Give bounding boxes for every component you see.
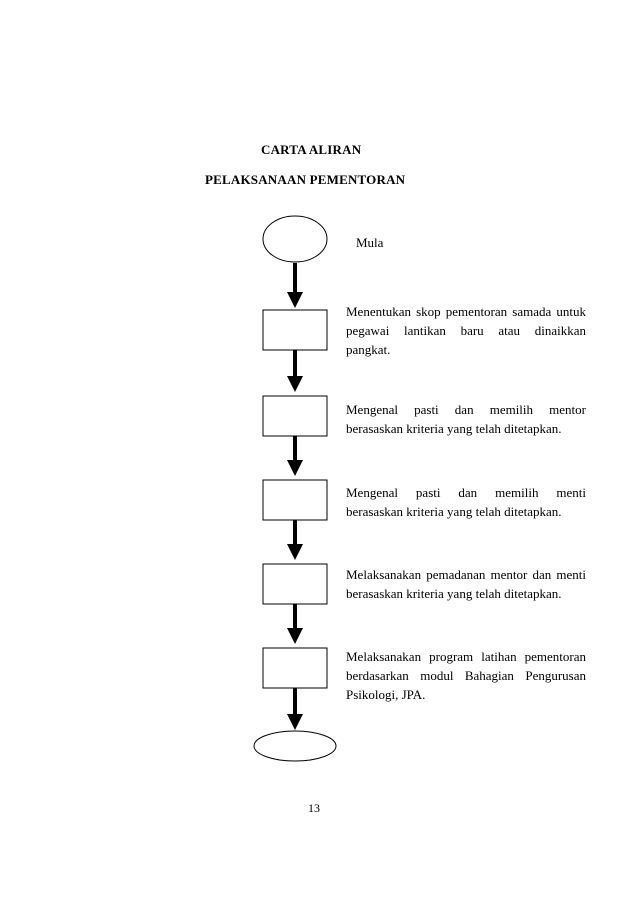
process-box [263, 648, 327, 688]
start-terminator [263, 216, 327, 262]
step-5-description: Melaksanakan program latihan pementoran berdasarkan modul Bahagian Pengurusan Psikologi, JPA. [346, 649, 586, 702]
process-box [263, 310, 327, 350]
chart-title: CARTA ALIRAN [261, 142, 362, 157]
end-terminator [254, 731, 336, 761]
step-1-description: Menentukan skop pementoran samada untuk pegawai lantikan baru atau dinaikkan pangkat. [346, 304, 586, 357]
start-label: Mula [356, 235, 384, 250]
step-2-description: Mengenal pasti dan memilih mentor berasaskan kriteria yang telah ditetapkan. [346, 402, 586, 436]
process-box [263, 480, 327, 520]
process-box [263, 564, 327, 604]
process-box [263, 396, 327, 436]
step-3-description: Mengenal pasti dan memilih menti berasaskan kriteria yang telah ditetapkan. [346, 485, 586, 519]
step-4-description: Melaksanakan pemadanan mentor dan menti berasaskan kriteria yang telah ditetapkan. [346, 567, 586, 601]
page-number: 13 [308, 801, 320, 815]
chart-subtitle: PELAKSANAAN PEMENTORAN [205, 172, 406, 187]
